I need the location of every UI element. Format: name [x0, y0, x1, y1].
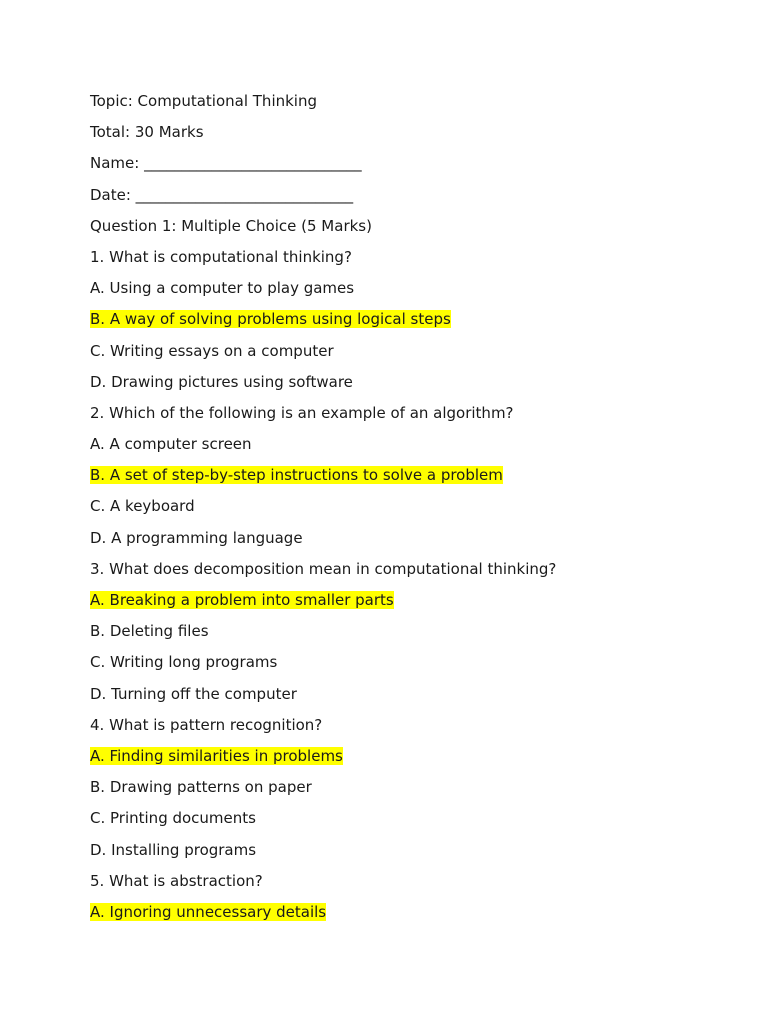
topic-line: Topic: Computational Thinking: [90, 92, 317, 110]
question-3-option-a: [90, 589, 730, 611]
option-label: C. Writing long programs: [90, 653, 278, 672]
question-1-option-c: [90, 340, 730, 362]
question-4-text: 4. What is pattern recognition?: [90, 715, 323, 734]
question-3-option-c: [90, 651, 730, 673]
question-2-option-c: [90, 495, 730, 517]
question-5-option-a: [90, 901, 730, 923]
highlighted-answer: A. Ignoring unnecessary details: [90, 902, 327, 921]
option-label: C. Printing documents: [90, 809, 256, 828]
option-label: A. A computer screen: [90, 435, 252, 454]
question-2-option-b: [90, 464, 730, 486]
option-label: D. Installing programs: [90, 840, 257, 859]
highlighted-answer: A. Breaking a problem into smaller parts: [90, 591, 394, 609]
option-label: B. Deleting files: [90, 622, 209, 641]
question-4-option-a: [90, 745, 730, 767]
question-1-option-b: [90, 308, 730, 330]
question-3-option-b: [90, 620, 730, 642]
highlighted-answer: B. A way of solving problems using logical steps: [90, 310, 451, 329]
question-3-option-d: [90, 683, 730, 705]
question-5-text: 5. What is abstraction?: [90, 871, 263, 890]
option-label: B. Drawing patterns on paper: [90, 778, 312, 797]
option-label: D. Turning off the computer: [90, 684, 297, 703]
question-2-option-a: [90, 433, 730, 455]
question-2-text: 2. Which of the following is an example of an algorithm?: [90, 403, 514, 422]
question-1-option-a: [90, 277, 730, 299]
highlighted-answer: B. A set of step-by-step instructions to solve a problem: [90, 466, 503, 485]
date-field-line: Date: _____________________________: [90, 185, 354, 204]
option-label: D. A programming language: [90, 528, 303, 547]
highlighted-answer: A. Finding similarities in problems: [90, 746, 343, 765]
question-4-option-d: [90, 839, 730, 861]
question-1-text: 1. What is computational thinking?: [90, 247, 352, 266]
option-label: C. Writing essays on a computer: [90, 341, 334, 360]
name-field-line: Name: _____________________________: [90, 154, 362, 173]
worksheet-page: [90, 90, 730, 932]
question-4-option-c: [90, 807, 730, 829]
total-marks-line: Total: 30 Marks: [90, 123, 204, 142]
option-label: D. Drawing pictures using software: [90, 372, 353, 391]
question-2-option-d: [90, 527, 730, 549]
option-label: A. Using a computer to play games: [90, 279, 355, 298]
section-title: Question 1: Multiple Choice (5 Marks): [90, 216, 372, 235]
question-4-option-b: [90, 776, 730, 798]
question-3-text: 3. What does decomposition mean in computational thinking?: [90, 559, 557, 578]
option-label: C. A keyboard: [90, 497, 195, 516]
question-1-option-d: [90, 371, 730, 393]
